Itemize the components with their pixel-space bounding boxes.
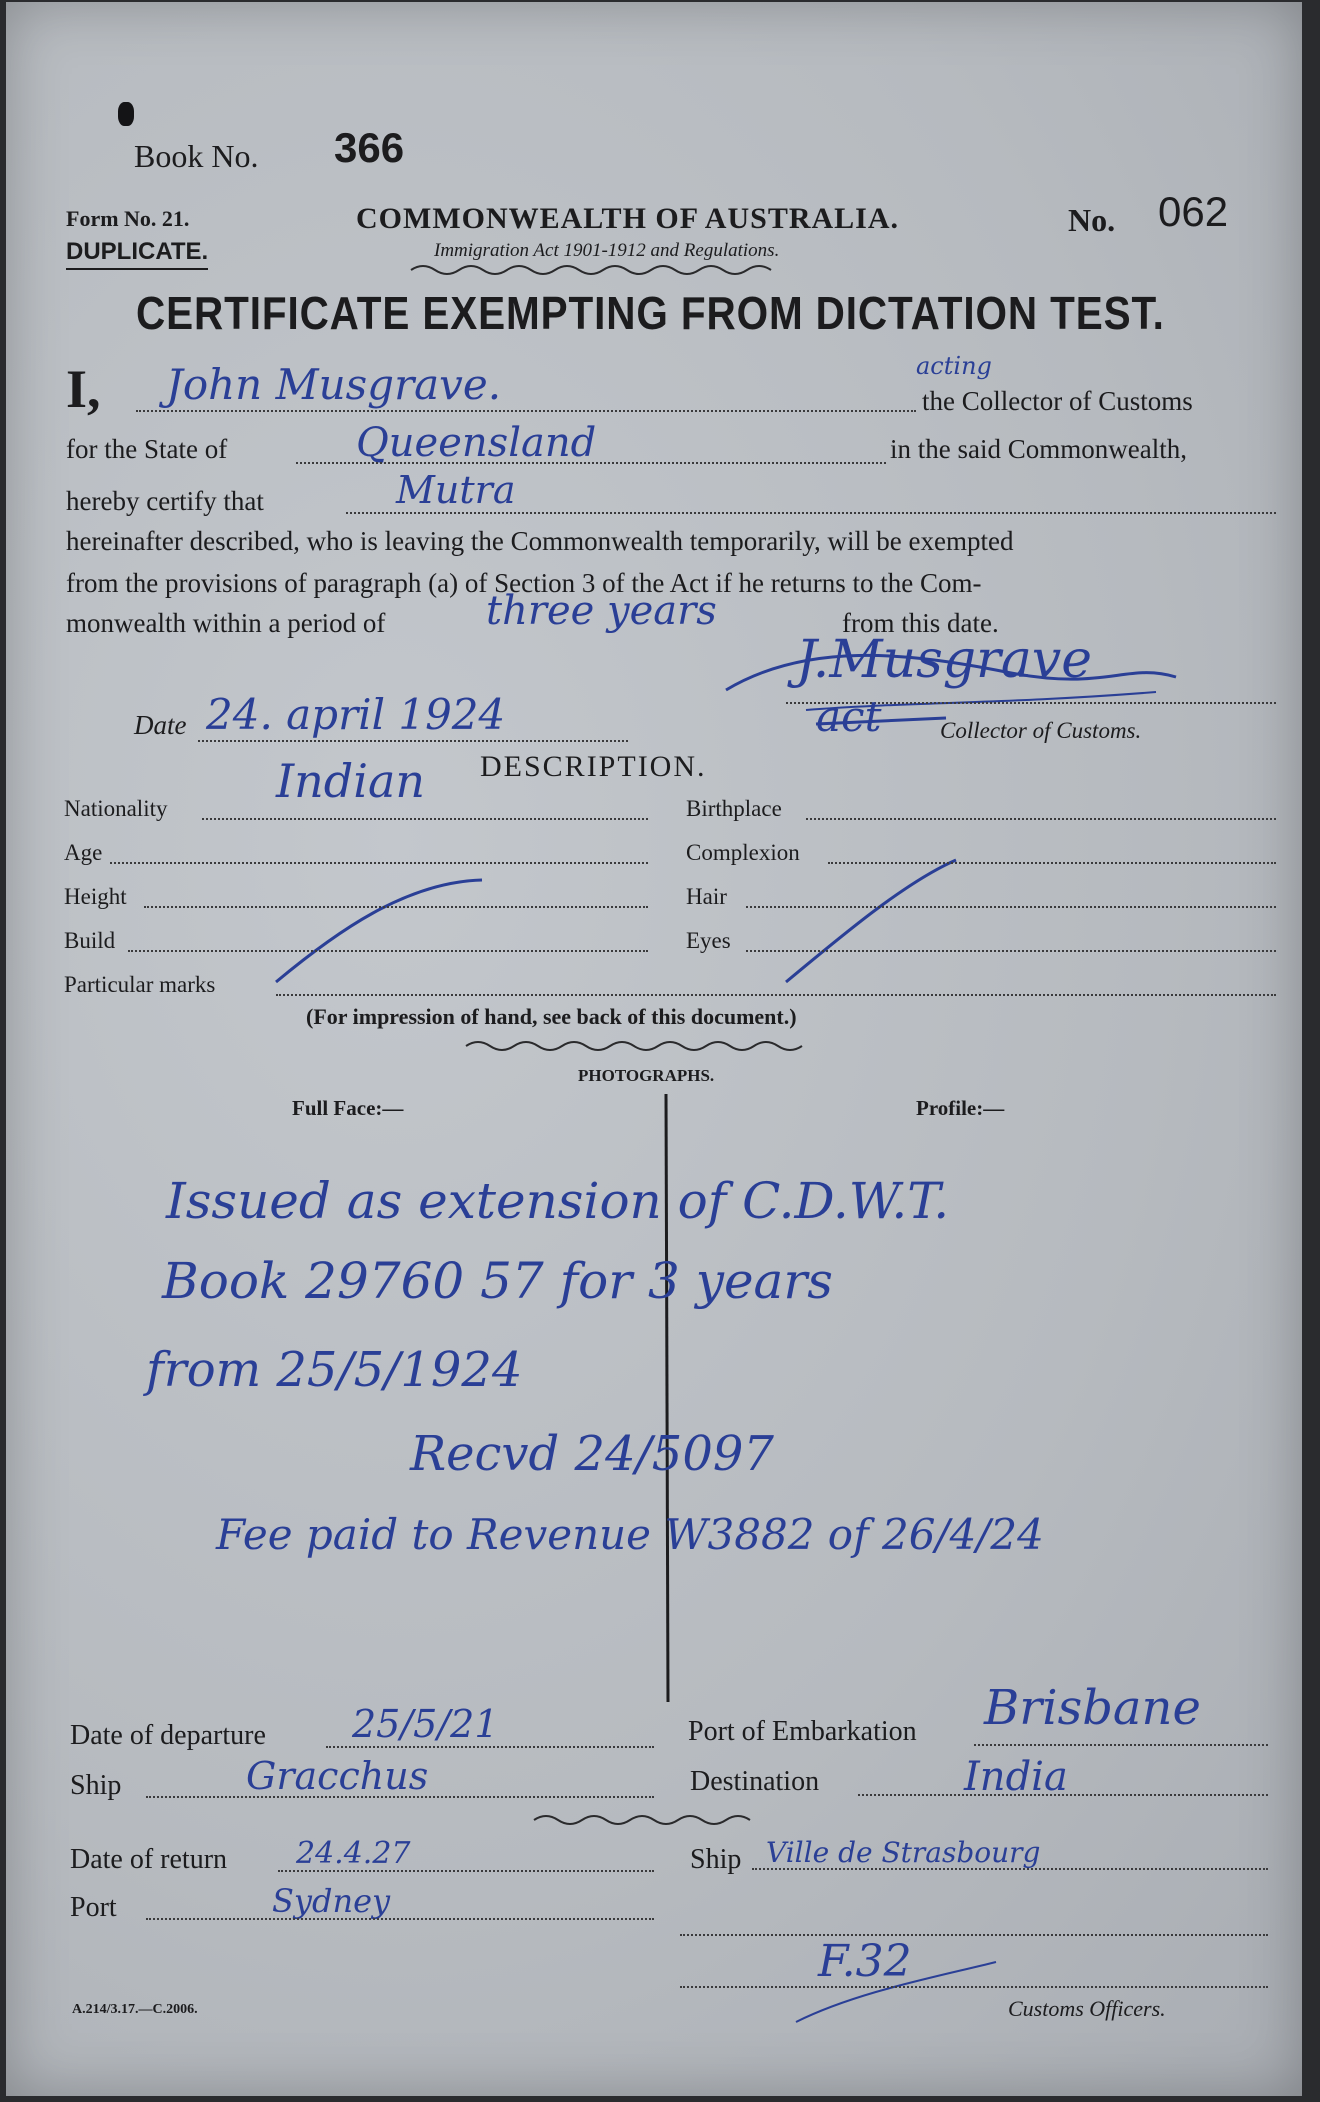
date-value: 24. april 1924 [206, 690, 506, 739]
collector-line [136, 410, 916, 412]
return-value: 24.4.27 [296, 1836, 411, 1871]
departure-label: Date of departure [70, 1720, 266, 1751]
commonwealth-heading: COMMONWEALTH OF AUSTRALIA. [356, 202, 900, 235]
officer-line-1 [680, 1934, 1268, 1936]
ship-line [146, 1796, 654, 1798]
state-suffix: in the said Commonwealth, [890, 434, 1187, 464]
destination-label: Destination [690, 1766, 820, 1797]
age-label: Age [64, 840, 103, 865]
wavy-divider-mid [466, 1042, 802, 1050]
ink-blot [118, 102, 134, 126]
state-line [296, 462, 886, 464]
nationality-label: Nationality [64, 796, 168, 821]
date-label: Date [134, 710, 187, 740]
duplicate-label: DUPLICATE. [66, 238, 208, 270]
embarkation-value: Brisbane [984, 1680, 1201, 1736]
return-ship-line [752, 1868, 1268, 1870]
height-label: Height [64, 884, 127, 909]
return-ship-label: Ship [690, 1844, 742, 1875]
certify-prefix: hereby certify that [66, 486, 264, 516]
certificate-document [6, 2, 1302, 2096]
departure-value: 25/5/21 [352, 1702, 499, 1746]
strike-right [786, 860, 956, 982]
wavy-divider-bottom [534, 1816, 750, 1824]
book-label: Book No. [134, 138, 259, 174]
port-label: Port [70, 1892, 117, 1923]
certificate-no-label: No. [1068, 202, 1116, 238]
nationality-value: Indian [276, 754, 426, 808]
departure-line [326, 1746, 654, 1748]
description-heading: DESCRIPTION. [480, 750, 707, 783]
hand-impression-note: (For impression of hand, see back of this document.) [306, 1004, 797, 1029]
build-line [128, 950, 648, 952]
return-ship-value: Ville de Strasbourg [766, 1836, 1041, 1869]
form-number: Form No. 21. [66, 206, 190, 231]
body-line-3b: from this date. [842, 608, 999, 638]
act-subtitle: Immigration Act 1901-1912 and Regulations. [434, 240, 780, 261]
photographs-heading: PHOTOGRAPHS. [578, 1066, 715, 1085]
age-line [110, 862, 648, 864]
person-line [346, 512, 1276, 514]
certificate-no-value: 062 [1158, 188, 1229, 235]
state-value: Queensland [356, 420, 597, 466]
collector-name: John Musgrave. [166, 360, 502, 409]
destination-line [858, 1794, 1268, 1796]
acting-note: acting [916, 352, 992, 380]
body-line-1: hereinafter described, who is leaving the Commonwealth temporarily, will be exempted [66, 526, 1014, 556]
certificate-title: CERTIFICATE EXEMPTING FROM DICTATION TEST. [136, 287, 1165, 339]
marks-label: Particular marks [64, 972, 216, 997]
collector-sig-label: Collector of Customs. [940, 718, 1142, 743]
note-line-2: Book 29760 57 for 3 years [162, 1252, 833, 1310]
port-value: Sydney [272, 1882, 391, 1920]
hair-line [746, 906, 1276, 908]
complexion-line [828, 862, 1276, 864]
ship-label: Ship [70, 1770, 122, 1801]
print-code: A.214/3.17.—C.2006. [72, 2002, 198, 2017]
state-prefix: for the State of [66, 434, 228, 464]
date-line [198, 740, 628, 742]
strike-left [276, 880, 482, 982]
body-line-3a: monwealth within a period of [66, 608, 386, 638]
complexion-label: Complexion [686, 840, 800, 865]
destination-value: India [964, 1754, 1068, 1800]
officer-initials: F.32 [818, 1936, 912, 1987]
build-label: Build [64, 928, 116, 953]
note-line-3: from 25/5/1924 [146, 1342, 523, 1398]
note-line-4: Recvd 24/5097 [410, 1426, 774, 1482]
note-line-1: Issued as extension of C.D.W.T. [166, 1172, 950, 1230]
wavy-divider-top [411, 266, 771, 274]
period-value: three years [486, 588, 717, 634]
nationality-line [202, 818, 648, 820]
port-line [146, 1918, 654, 1920]
birthplace-line [806, 818, 1276, 820]
book-number: 366 [334, 124, 405, 171]
customs-officers-label: Customs Officers. [1008, 1996, 1166, 2021]
marks-line [276, 994, 1276, 996]
return-line [278, 1870, 654, 1872]
collector-suffix: the Collector of Customs [922, 386, 1193, 416]
return-label: Date of return [70, 1844, 228, 1875]
eyes-label: Eyes [686, 928, 731, 953]
embarkation-line [974, 1744, 1268, 1746]
person-name: Mutra [396, 468, 516, 512]
eyes-line [746, 950, 1276, 952]
height-line [144, 906, 648, 908]
officer-line-2 [680, 1986, 1268, 1988]
act-note: act [816, 692, 882, 741]
full-face-label: Full Face:— [292, 1096, 404, 1120]
collector-signature: J.Musgrave [796, 630, 1093, 690]
ship-value: Gracchus [246, 1754, 429, 1798]
profile-label: Profile:— [916, 1096, 1005, 1120]
i-label: I, [66, 359, 101, 419]
body-line-2: from the provisions of paragraph (a) of Section 3 of the Act if he returns to the Com- [66, 568, 982, 598]
note-line-5: Fee paid to Revenue W3882 of 26/4/24 [216, 1510, 1044, 1559]
embarkation-label: Port of Embarkation [688, 1716, 917, 1747]
hair-label: Hair [686, 884, 727, 909]
birthplace-label: Birthplace [686, 796, 782, 821]
